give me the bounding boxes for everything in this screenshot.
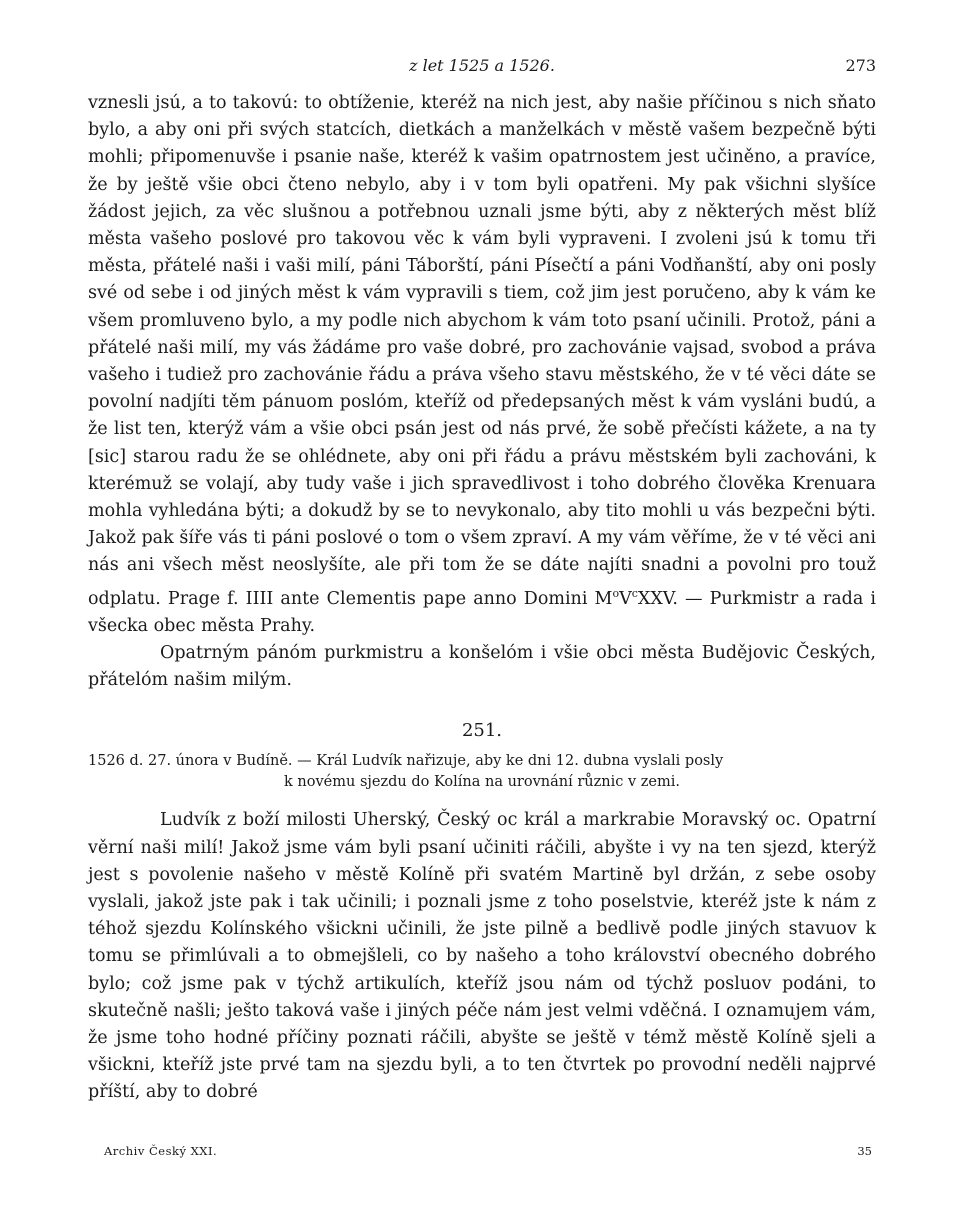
date-numeral: V bbox=[619, 588, 632, 609]
regest bbox=[88, 751, 876, 793]
sheet-number: 35 bbox=[857, 1144, 872, 1158]
superscript: c bbox=[631, 586, 638, 600]
superscript: o bbox=[612, 586, 620, 600]
document-number: 251. bbox=[461, 720, 503, 742]
running-header bbox=[88, 56, 876, 90]
regest-line: k novému sjezdu do Kolína na urovnání různic v zemi. bbox=[284, 774, 680, 791]
letter-body-paragraph: Ludvík z boží milosti Uherský, Český oc král a markrabie Moravský oc. Opatrní věrní naši milí! Jakož jsme vám byli psaní učiniti ráčili, abyšte i vy na ten sjezd, kterýž jest s povolenie našeho v městě Kolíně při svatém Martině byl držán, z sebe osoby vyslali, jakož jste pak i tak učinili; i poznali jsme z toho poselstvie, kteréž jste k nám z téhož sjezdu Kolínského všickni učinili, že jste pilně a bedlivě podle jiných stavuov k tomu se přimlúvali a to obmejšleli, co by našeho a toho království obecného dobrého bylo; což jsme pak v týchž artikulích, kteříž jsou nám od týchž posluov podáni, to skutečně našli; ješto taková vaše i jiných péče nám jest velmi vděčná. I oznamujem vám, že jsme toho hodné příčiny poznati ráčili, abyšte se ještě v témž městě Kolíně sjeli a všickni, kteříž jste prvé tam na sjezdu byli, a to ten čtvrtek po provodní neděli najprvé příští, aby to dobré bbox=[88, 810, 876, 1103]
page-number: 273 bbox=[845, 56, 876, 75]
regest-line: 1526 d. 27. února v Budíně. — Král Ludvík nařizuje, aby ke dni 12. dubna vyslali posly bbox=[88, 753, 724, 770]
letter-closing: XXV. — Purkmistr a rada i všecka obec města Prahy. bbox=[88, 588, 876, 636]
letter-body-paragraph bbox=[88, 90, 876, 640]
letter-text: vznesli jsú, a to takovú: to obtíženie, kteréž na nich jest, aby našie příčinou s nich sňato bylo, a aby oni při svých statcích, dietkách a manželkách v městě vašem bezpečně býti mohli; připomenuvše i psanie naše, kteréž k vašim opatrnostem jest učiněno, a pravíce, že by ještě všie obci čteno nebylo, aby i v tom byli opatřeni. My pak všichni slyšíce žádost jejich, za věc slušnou a potřebnou uznali jsme býti, aby z některých měst blíž města vašeho poslové pro takovou věc k vám byli vypraveni. I zvoleni jsú k tomu tři města, přátelé naši i vaši milí, páni Táborští, páni Písečtí a páni Vodňanští, aby oni posly své od sebe i od jiných měst k vám vypravili s tiem, což jim jest poručeno, aby k vám ke všem promluveno bylo, a my podle nich abychom k vám toto psaní učinili. Protož, páni a přátelé naši milí, my vás žádáme pro vaše dobré, pro zachovánie vajsad, svobod a práva vašeho i tudiež pro zachovánie řádu a práva všeho stavu městského, že v té věci dáte se povolní nadjíti těm pánuom poslóm, kteříž od předepsaných měst k vám vysláni budú, a že list ten, kterýž vám a všie obci psán jest od nás prvé, že sobě přečísti kážete, a na ty [sic] starou radu že se ohlédnete, aby oni při řádu a právu městském byli zachováni, k kterémuž se volají, aby tudy vaše i jich spravedlivost i toho dobrého člověka Krenuara mohla vyhledána býti; a dokudž by se to nevykonalo, aby tito mohli u vás bezpečni býti. Jakož pak šíře vás ti páni poslové o tom o všem zpraví. A my vám věříme, že v té věci ani nás ani všech měst neoslyšíte, ale při tom že se dáte najíti snadni a povolni pro touž odplatu. Prage f. IIII ante Clementis pape anno Domini M bbox=[88, 93, 876, 609]
running-title: z let 1525 a 1526. bbox=[409, 56, 555, 75]
printer-signature: Archiv Český XXI. bbox=[104, 1144, 218, 1158]
page bbox=[88, 56, 876, 1107]
address-paragraph: Opatrným pánóm purkmistru a konšelóm i všie obci města Budějovic Českých, přátelóm našim milým. bbox=[88, 642, 876, 691]
